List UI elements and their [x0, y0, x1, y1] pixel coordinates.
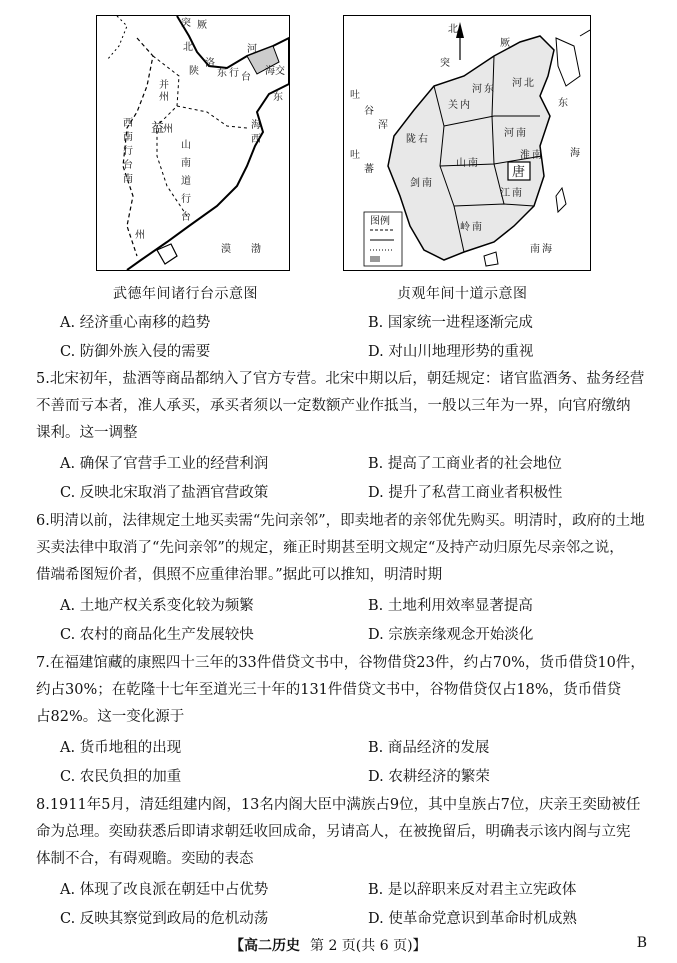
map-left-label: 山 — [181, 140, 191, 151]
map-left-label: 厥 — [197, 20, 207, 31]
q5-option-a: A. 确保了官营手工业的经营利润 — [60, 456, 269, 472]
question-5-stem — [36, 366, 650, 447]
map-right-label: 吐 — [350, 90, 360, 101]
question-6-line: 借端希图短价者，俱照不应重律治罪。”据此可以推知，明清时期 — [36, 567, 443, 583]
map-left-label: 漠 — [221, 244, 231, 255]
footer-subject-page — [230, 935, 427, 955]
q8-option-b: B. 是以辞职来反对君主立宪政体 — [368, 882, 577, 898]
map-left-label: 道 — [181, 176, 191, 187]
map-left-label: 并 — [159, 80, 169, 91]
map-right-label: 北 — [524, 78, 534, 89]
map-right-label: 南 — [530, 244, 540, 255]
q4-option-a: A. 经济重心南移的趋势 — [60, 315, 211, 331]
map-right-label: 河 — [472, 84, 482, 95]
q5-option-b: B. 提高了工商业者的社会地位 — [368, 456, 562, 472]
map-wude-xingtai — [96, 15, 290, 271]
map-left-label: 益 — [151, 121, 165, 136]
map-right-label: 海 — [542, 244, 552, 255]
map-right-label: 右 — [418, 134, 428, 145]
q7-option-a: A. 货币地租的出现 — [60, 740, 182, 756]
question-8-line: 8.1911年5月，清廷组建内阁，13名内阁大臣中满族占9位，其中皇族占7位，庆亲王奕劻被任 — [36, 797, 641, 813]
map-right-label: 东 — [484, 84, 494, 95]
map-left-label: 行 — [229, 68, 239, 79]
map-right-label: 突 — [440, 58, 450, 69]
q7-option-b: B. 商品经济的发展 — [368, 740, 490, 756]
map-right-label: 东 — [558, 98, 568, 109]
map-left-label: 行 — [123, 146, 133, 157]
map-right-label: 内 — [460, 100, 470, 111]
map-left-label: 交 — [275, 66, 285, 77]
map-left-label: 行 — [181, 194, 191, 205]
map-right-label: 南 — [516, 128, 526, 139]
q8-option-c: C. 反映其察觉到政局的危机动荡 — [60, 911, 269, 927]
map-right-label: 谷 — [364, 106, 374, 117]
map-right-label: 南 — [422, 178, 432, 189]
map-right-label: 陇 — [406, 134, 416, 145]
map-left-label: 陕 — [189, 66, 199, 77]
map-left-label: 海 — [265, 66, 275, 77]
q4-option-b: B. 国家统一进程逐渐完成 — [368, 315, 533, 331]
question-8-line: 体制不合，有碍观瞻。奕劻的表态 — [36, 851, 254, 867]
map-left-label: 南 — [123, 174, 133, 185]
map-right-label: 江 — [500, 188, 510, 199]
map-left-label: 河 — [247, 44, 257, 55]
q4-option-d: D. 对山川地理形势的重视 — [368, 344, 534, 360]
map-left-label: 州 — [135, 230, 145, 241]
footer-subject: 【高二历史 — [230, 938, 300, 954]
map-left-label: 州 — [159, 92, 169, 103]
question-7-line: 约占30%；在乾隆十七年至道光三十年的131件借贷文书中，谷物借贷仅占18%，货币借贷 — [36, 682, 622, 698]
map-caption-right: 贞观年间十道示意图 — [397, 286, 528, 302]
q8-option-a: A. 体现了改良派在朝廷中占优势 — [60, 882, 269, 898]
map-left-label: 东 — [217, 68, 227, 79]
question-6-line: 6.明清以前，法律规定土地买卖需“先问亲邻”，即卖地者的亲邻优先购买。明清时，政府的土地 — [36, 513, 645, 529]
map-right-label: 关 — [448, 100, 458, 111]
map-right-label: 河 — [512, 78, 522, 89]
q5-option-d: D. 提升了私营工商业者积极性 — [368, 485, 563, 501]
question-6-line: 买卖法律中取消了“先问亲邻”的规定，雍正时期甚至明文规定“及持产动归原先尽亲邻之说， — [36, 540, 624, 556]
map-zhenguan-drawing — [344, 16, 590, 270]
map-right-label: 南 — [532, 150, 542, 161]
map-left-label: 南 — [123, 132, 133, 143]
map-left-label: 北 — [183, 42, 193, 53]
question-5-line: 5.北宋初年，盐酒等商品都纳入了官方专营。北宋中期以后，朝廷规定：诸官监酒务、盐务经营 — [36, 371, 645, 387]
map-right-label: 厥 — [500, 38, 510, 49]
map-left-label: 州 — [163, 124, 173, 135]
question-5-line: 不善而亏本者，准人承买，承买者须以一定数额产业作抵当，一般以三年为一界，向官府缴纳 — [36, 398, 631, 414]
map-left-label: 海 — [251, 120, 261, 131]
question-7-line: 占82%。这一变化源于 — [36, 709, 185, 725]
question-6-stem — [36, 508, 650, 589]
map-right-label: 岭 — [460, 222, 470, 233]
question-7-line: 7.在福建馆藏的康熙四十三年的33件借贷文书中，谷物借贷23件，约占70%，货币借贷10件， — [36, 655, 645, 671]
map-wude-drawing — [97, 16, 289, 270]
map-left-label: 突 — [181, 18, 191, 29]
map-right-label: 南 — [468, 158, 478, 169]
map-left-label: 台 — [241, 72, 251, 83]
map-left-label: 东 — [273, 92, 283, 103]
map-right-label: 南 — [472, 222, 482, 233]
map-caption-left: 武德年间诸行台示意图 — [113, 286, 258, 302]
q6-option-a: A. 土地产权关系变化较为频繁 — [60, 598, 254, 614]
map-left-label: 台 — [181, 212, 191, 223]
map-legend-title: 图例 — [370, 216, 390, 227]
map-right-label: 剑 — [410, 178, 420, 189]
map-right-label: 河 — [504, 128, 514, 139]
map-right-label: 唐 — [512, 165, 526, 180]
q4-option-c: C. 防御外族入侵的需要 — [60, 344, 211, 360]
q8-option-d: D. 使革命党意识到革命时机成熟 — [368, 911, 577, 927]
q6-option-c: C. 农村的商品化生产发展较快 — [60, 627, 254, 643]
map-left-label: 南 — [181, 158, 191, 169]
map-right-label: 蕃 — [364, 164, 374, 175]
question-8-stem — [36, 792, 650, 873]
q6-option-b: B. 土地利用效率显著提高 — [368, 598, 533, 614]
map-left-label: 渤 — [251, 244, 261, 255]
q5-option-c: C. 反映北宋取消了盐酒官营政策 — [60, 485, 269, 501]
footer-version: B — [636, 935, 647, 951]
map-right-label: 浑 — [378, 120, 388, 131]
map-left-label: 西 — [251, 134, 261, 145]
map-right-label: 吐 — [350, 150, 360, 161]
map-left-label: 西 — [123, 118, 133, 129]
q6-option-d: D. 宗族亲缘观念开始淡化 — [368, 627, 534, 643]
question-8-line: 命为总理。奕劻获悉后即请求朝廷收回成命，另请高人，在被挽留后，明确表示该内阁与立宪 — [36, 824, 631, 840]
map-zhenguan-ten-circuits — [343, 15, 591, 271]
map-right-label: 山 — [456, 158, 466, 169]
map-right-label: 南 — [512, 188, 522, 199]
q7-option-c: C. 农民负担的加重 — [60, 769, 182, 785]
map-right-label: 海 — [570, 148, 580, 159]
map-right-label: 北 — [448, 24, 458, 35]
footer-page-number: 第 2 页(共 6 页)】 — [310, 938, 427, 954]
question-5-line: 课利。这一调整 — [36, 425, 138, 441]
map-left-label: 洛 — [205, 58, 215, 69]
map-right-label: 淮 — [520, 150, 530, 161]
q7-option-d: D. 农耕经济的繁荣 — [368, 769, 490, 785]
map-left-label: 台 — [123, 160, 133, 171]
question-7-stem — [36, 650, 650, 731]
